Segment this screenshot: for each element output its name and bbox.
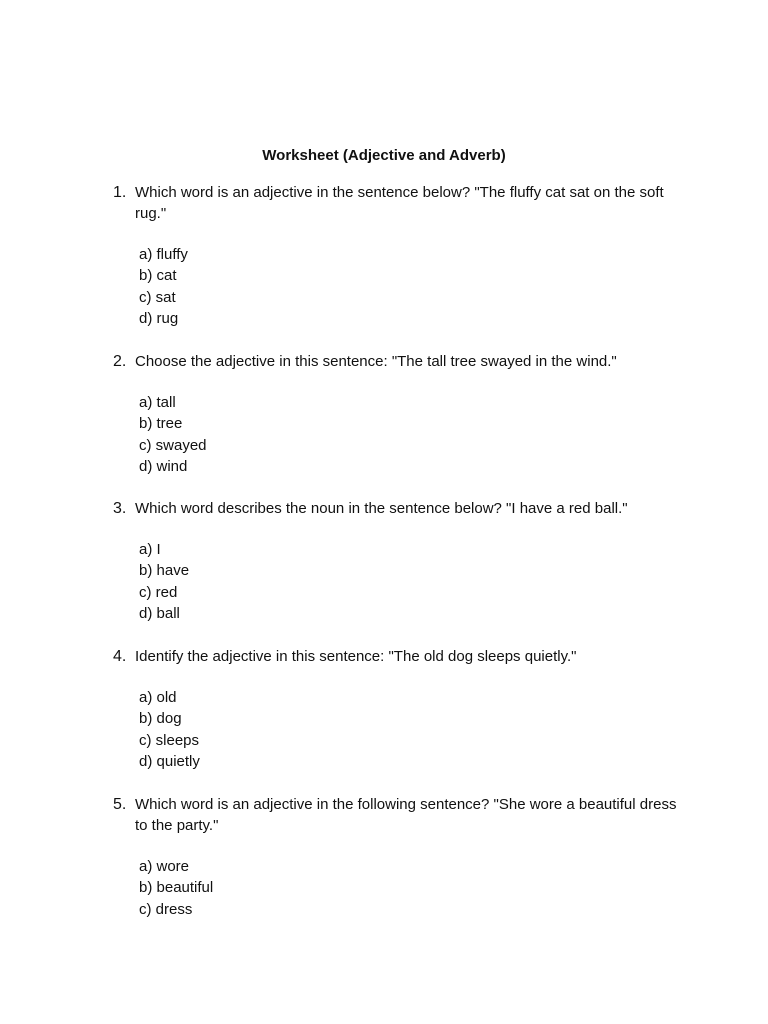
question-text: Which word describes the noun in the sentence below? "I have a red ball." (135, 500, 628, 517)
option-b: b) tree (139, 415, 183, 433)
question-4 (113, 646, 683, 772)
option-a: a) fluffy (139, 246, 188, 263)
question-row (113, 351, 683, 372)
option-d: d) quietly (139, 752, 200, 770)
question-number: 4. (113, 648, 127, 665)
question-row (113, 182, 683, 224)
question-number: 3. (113, 500, 127, 517)
answer-options (139, 392, 683, 477)
question-number: 5. (113, 796, 127, 813)
option-a: a) I (139, 541, 161, 558)
question-5 (113, 794, 683, 920)
answer-options (139, 856, 683, 920)
question-2 (113, 351, 683, 477)
option-a: a) old (139, 689, 177, 706)
question-text: Identify the adjective in this sentence: "The old dog sleeps quietly." (135, 648, 577, 665)
option-b: b) cat (139, 267, 177, 285)
answer-options (139, 687, 683, 772)
option-c: c) red (139, 583, 178, 601)
option-c: c) dress (139, 900, 193, 918)
option-d: d) ball (139, 604, 180, 622)
question-number: 2. (113, 353, 127, 370)
option-d: d) wind (139, 457, 188, 475)
option-a: a) tall (139, 394, 176, 411)
question-3 (113, 498, 683, 624)
option-b: b) dog (139, 710, 182, 728)
answer-options (139, 539, 683, 624)
option-c: c) sat (139, 288, 176, 306)
worksheet-title: Worksheet (Adjective and Adverb) (262, 147, 506, 164)
question-text: Which word is an adjective in the sentence below? "The fluffy cat sat on the soft rug." (135, 184, 664, 222)
option-d: d) rug (139, 309, 179, 327)
option-c: c) swayed (139, 436, 207, 454)
question-text: Choose the adjective in this sentence: "The tall tree swayed in the wind." (135, 353, 617, 370)
question-1 (113, 182, 683, 329)
question-row (113, 646, 683, 667)
option-a: a) wore (139, 858, 190, 875)
answer-options (139, 244, 683, 329)
question-number: 1. (113, 184, 127, 201)
question-row (113, 794, 683, 836)
option-c: c) sleeps (139, 731, 200, 749)
option-b: b) have (139, 562, 190, 580)
question-row (113, 498, 683, 519)
option-b: b) beautiful (139, 879, 214, 897)
question-text: Which word is an adjective in the following sentence? "She wore a beautiful dress to the party." (135, 796, 677, 834)
